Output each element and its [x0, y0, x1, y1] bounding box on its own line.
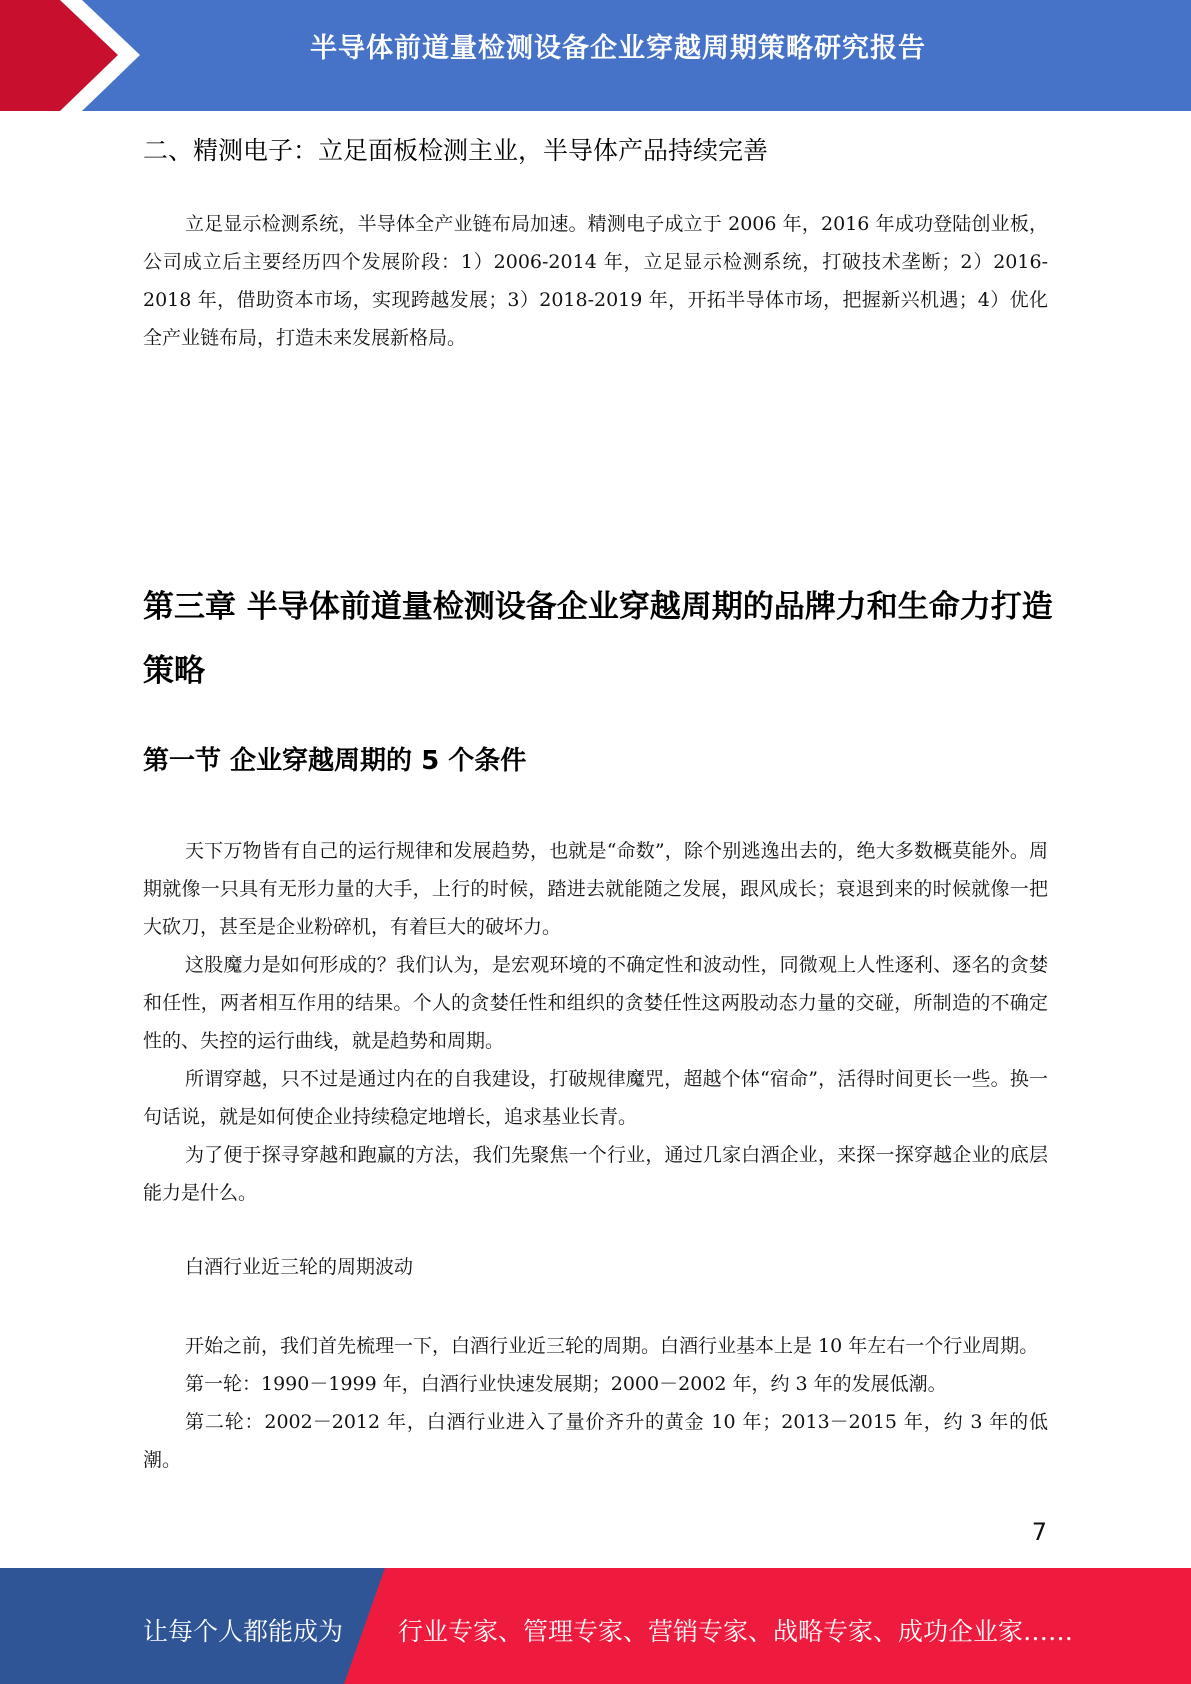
subsection-title: 第一节 企业穿越周期的 5 个条件 — [143, 746, 527, 776]
report-title: 半导体前道量检测设备企业穿越周期策略研究报告 — [310, 33, 926, 64]
page-number: 7 — [1031, 1518, 1047, 1546]
report-footer — [0, 1568, 1191, 1684]
chapter-title: 第三章 半导体前道量检测设备企业穿越周期的品牌力和生命力打造策略 — [143, 589, 1053, 689]
body-block-1 — [143, 832, 1048, 1212]
figure-caption: 白酒行业近三轮的周期波动 — [185, 1256, 414, 1278]
footer-slogan-right: 行业专家、管理专家、营销专家、战略专家、成功企业家…… — [398, 1617, 1074, 1646]
section-heading: 二、精测电子：立足面板检测主业，半导体产品持续完善 — [143, 136, 769, 165]
intro-paragraph: 立足显示检测系统，半导体全产业链布局加速。精测电子成立于 2006 年，2016 年成功登陆创业板，公司成立后主要经历四个发展阶段：1）2006-2014 年，立足显示检测系统，打破技术垄断；2）2016-2018 年，借助资本市场，实现跨越发展；3）2018-2019 年，开拓半导体市场，把握新兴机遇；4）优化全产业链布局，打造未来发展新格局。 — [143, 213, 1048, 349]
body-paragraph: 为了便于探寻穿越和跑赢的方法，我们先聚焦一个行业，通过几家白酒企业，来探一探穿越企业的底层能力是什么。 — [143, 1144, 1048, 1204]
body-paragraph: 所谓穿越，只不过是通过内在的自我建设，打破规律魔咒，超越个体“宿命”，活得时间更长一些。换一句话说，就是如何使企业持续稳定地增长，追求基业长青。 — [143, 1068, 1048, 1128]
report-header — [0, 0, 1191, 111]
body-paragraph: 第一轮：1990－1999 年，白酒行业快速发展期；2000－2002 年，约 3 年的发展低潮。 — [185, 1373, 947, 1395]
intro-block — [143, 205, 1048, 357]
body-paragraph: 天下万物皆有自己的运行规律和发展趋势，也就是“命数”，除个别逃逸出去的，绝大多数概莫能外。周期就像一只具有无形力量的大手，上行的时候，踏进去就能随之发展，跟风成长；衰退到来的时候就像一把大砍刀，甚至是企业粉碎机，有着巨大的破坏力。 — [143, 840, 1048, 938]
body-block-2 — [143, 1327, 1048, 1479]
footer-slogan-left: 让每个人都能成为 — [143, 1617, 344, 1646]
body-paragraph: 第二轮：2002－2012 年，白酒行业进入了量价齐升的黄金 10 年；2013－2015 年，约 3 年的低潮。 — [143, 1411, 1048, 1471]
body-paragraph: 这股魔力是如何形成的？我们认为，是宏观环境的不确定性和波动性，同微观上人性逐利、逐名的贪婪和任性，两者相互作用的结果。个人的贪婪任性和组织的贪婪任性这两股动态力量的交碰，所制造的不确定性的、失控的运行曲线，就是趋势和周期。 — [143, 954, 1048, 1052]
body-paragraph: 开始之前，我们首先梳理一下，白酒行业近三轮的周期。白酒行业基本上是 10 年左右一个行业周期。 — [185, 1335, 1039, 1357]
